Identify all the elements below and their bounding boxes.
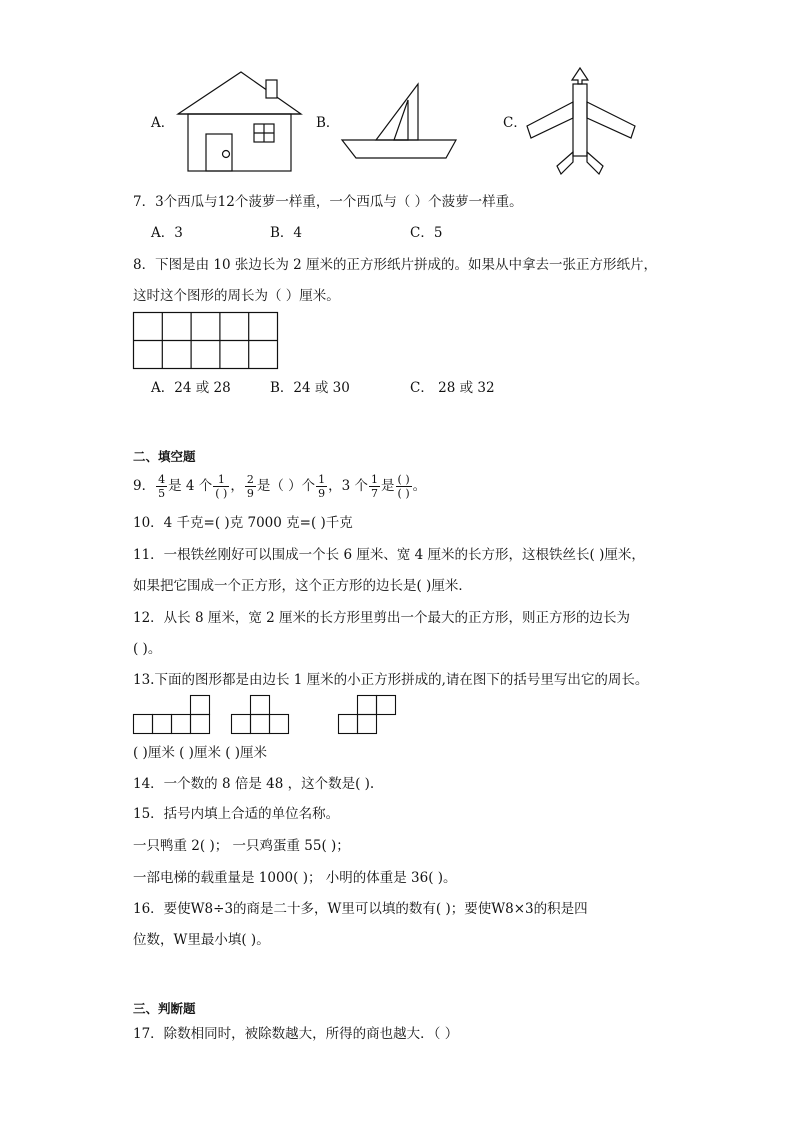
q15-text: 15．括号内填上合适的单位名称。 (133, 806, 340, 822)
q15-line2: 一部电梯的载重量是 1000( )； 小明的体重是 36( )。 (133, 870, 457, 886)
q15-line1: 一只鸭重 2( )； 一只鸡蛋重 55( )； (133, 838, 350, 854)
q8-line2: 这时这个图形的周长为（ ）厘米。 (133, 288, 340, 304)
fraction-1-9: $\frac{1}{9}$ (318, 473, 326, 500)
q9-text-6: 是 (381, 478, 395, 494)
fraction-1-7: $\frac{1}{7}$ (371, 473, 379, 500)
q10-text: 10．4 千克=( )克 7000 克=( )千克 (133, 515, 353, 531)
boat-figure (340, 82, 458, 162)
shape-3 (339, 696, 396, 734)
q9-text-2: 是 4 个 (168, 478, 213, 494)
q9-text-3: ， (230, 478, 244, 494)
q16-line2: 位数，W里最小填( )。 (133, 932, 270, 948)
q8-line1: 8．下图是由 10 张边长为 2 厘米的正方形纸片拼成的。如果从中拿去一张正方形纸片， (133, 257, 658, 273)
option-b-label: B． (316, 115, 340, 131)
q8-option-b: B．24 或 30 (270, 380, 350, 396)
q13-shapes-figure (133, 694, 403, 736)
q16-line1: 16．要使W8÷3的商是二十多，W里可以填的数有( )；要使W8×3的积是四 (133, 901, 588, 917)
q11-line1: 11．一根铁丝刚好可以围成一个长 6 厘米、宽 4 厘米的长方形，这根铁丝长( )厘米， (133, 547, 645, 563)
q12-line2: ( )。 (133, 641, 162, 657)
q7-text: 7．3个西瓜与12个菠萝一样重，一个西瓜与（ ）个菠萝一样重。 (133, 194, 523, 210)
q8-option-a: A．24 或 28 (151, 380, 231, 396)
q13-text: 13.下面的图形都是由边长 1 厘米的小正方形拼成的,请在图下的括号里写出它的周长。 (133, 672, 649, 688)
q9-prefix: 9． (133, 478, 156, 494)
fraction-1-blank: 1 ( ) (215, 473, 228, 500)
section-judgment-title: 三、判断题 (133, 1001, 196, 1016)
q11-line2: 如果把它围成一个正方形，这个正方形的边长是( )厘米． (133, 578, 472, 594)
q9-text-4: 是（ ）个 (256, 478, 316, 494)
house-figure (178, 70, 304, 174)
q7-option-a: A．3 (151, 225, 183, 241)
q9-text-7: 。 (412, 478, 427, 494)
shape-1 (134, 696, 210, 734)
q8-option-c: C． 28 或 32 (410, 380, 495, 396)
section-fill-in-title: 二、填空题 (133, 449, 196, 464)
airplane-figure (523, 66, 639, 178)
q8-grid-figure (133, 312, 279, 370)
fraction-2-9: $\frac{2}{9}$ (246, 473, 254, 500)
q13-answers: ( )厘米 ( )厘米 ( )厘米 (133, 745, 268, 761)
shape-2 (232, 696, 289, 734)
fraction-blank-blank: ( ) ( ) (397, 473, 410, 500)
q7-option-b: B．4 (270, 225, 303, 241)
option-a-label: A． (151, 115, 175, 131)
q17-text: 17．除数相同时，被除数越大，所得的商也越大．（ ） (133, 1026, 459, 1042)
fraction-4-5: $\frac{4}{5}$ (158, 473, 166, 500)
q9-line (133, 468, 426, 504)
q12-line1: 12．从长 8 厘米，宽 2 厘米的长方形里剪出一个最大的正方形，则正方形的边长为 (133, 610, 631, 626)
q14-text: 14．一个数的 8 倍是 48 ，这个数是( ). (133, 776, 375, 792)
option-c-label: C． (503, 115, 527, 131)
q7-option-c: C．5 (410, 225, 443, 241)
q9-text-5: ，3 个 (328, 478, 369, 494)
